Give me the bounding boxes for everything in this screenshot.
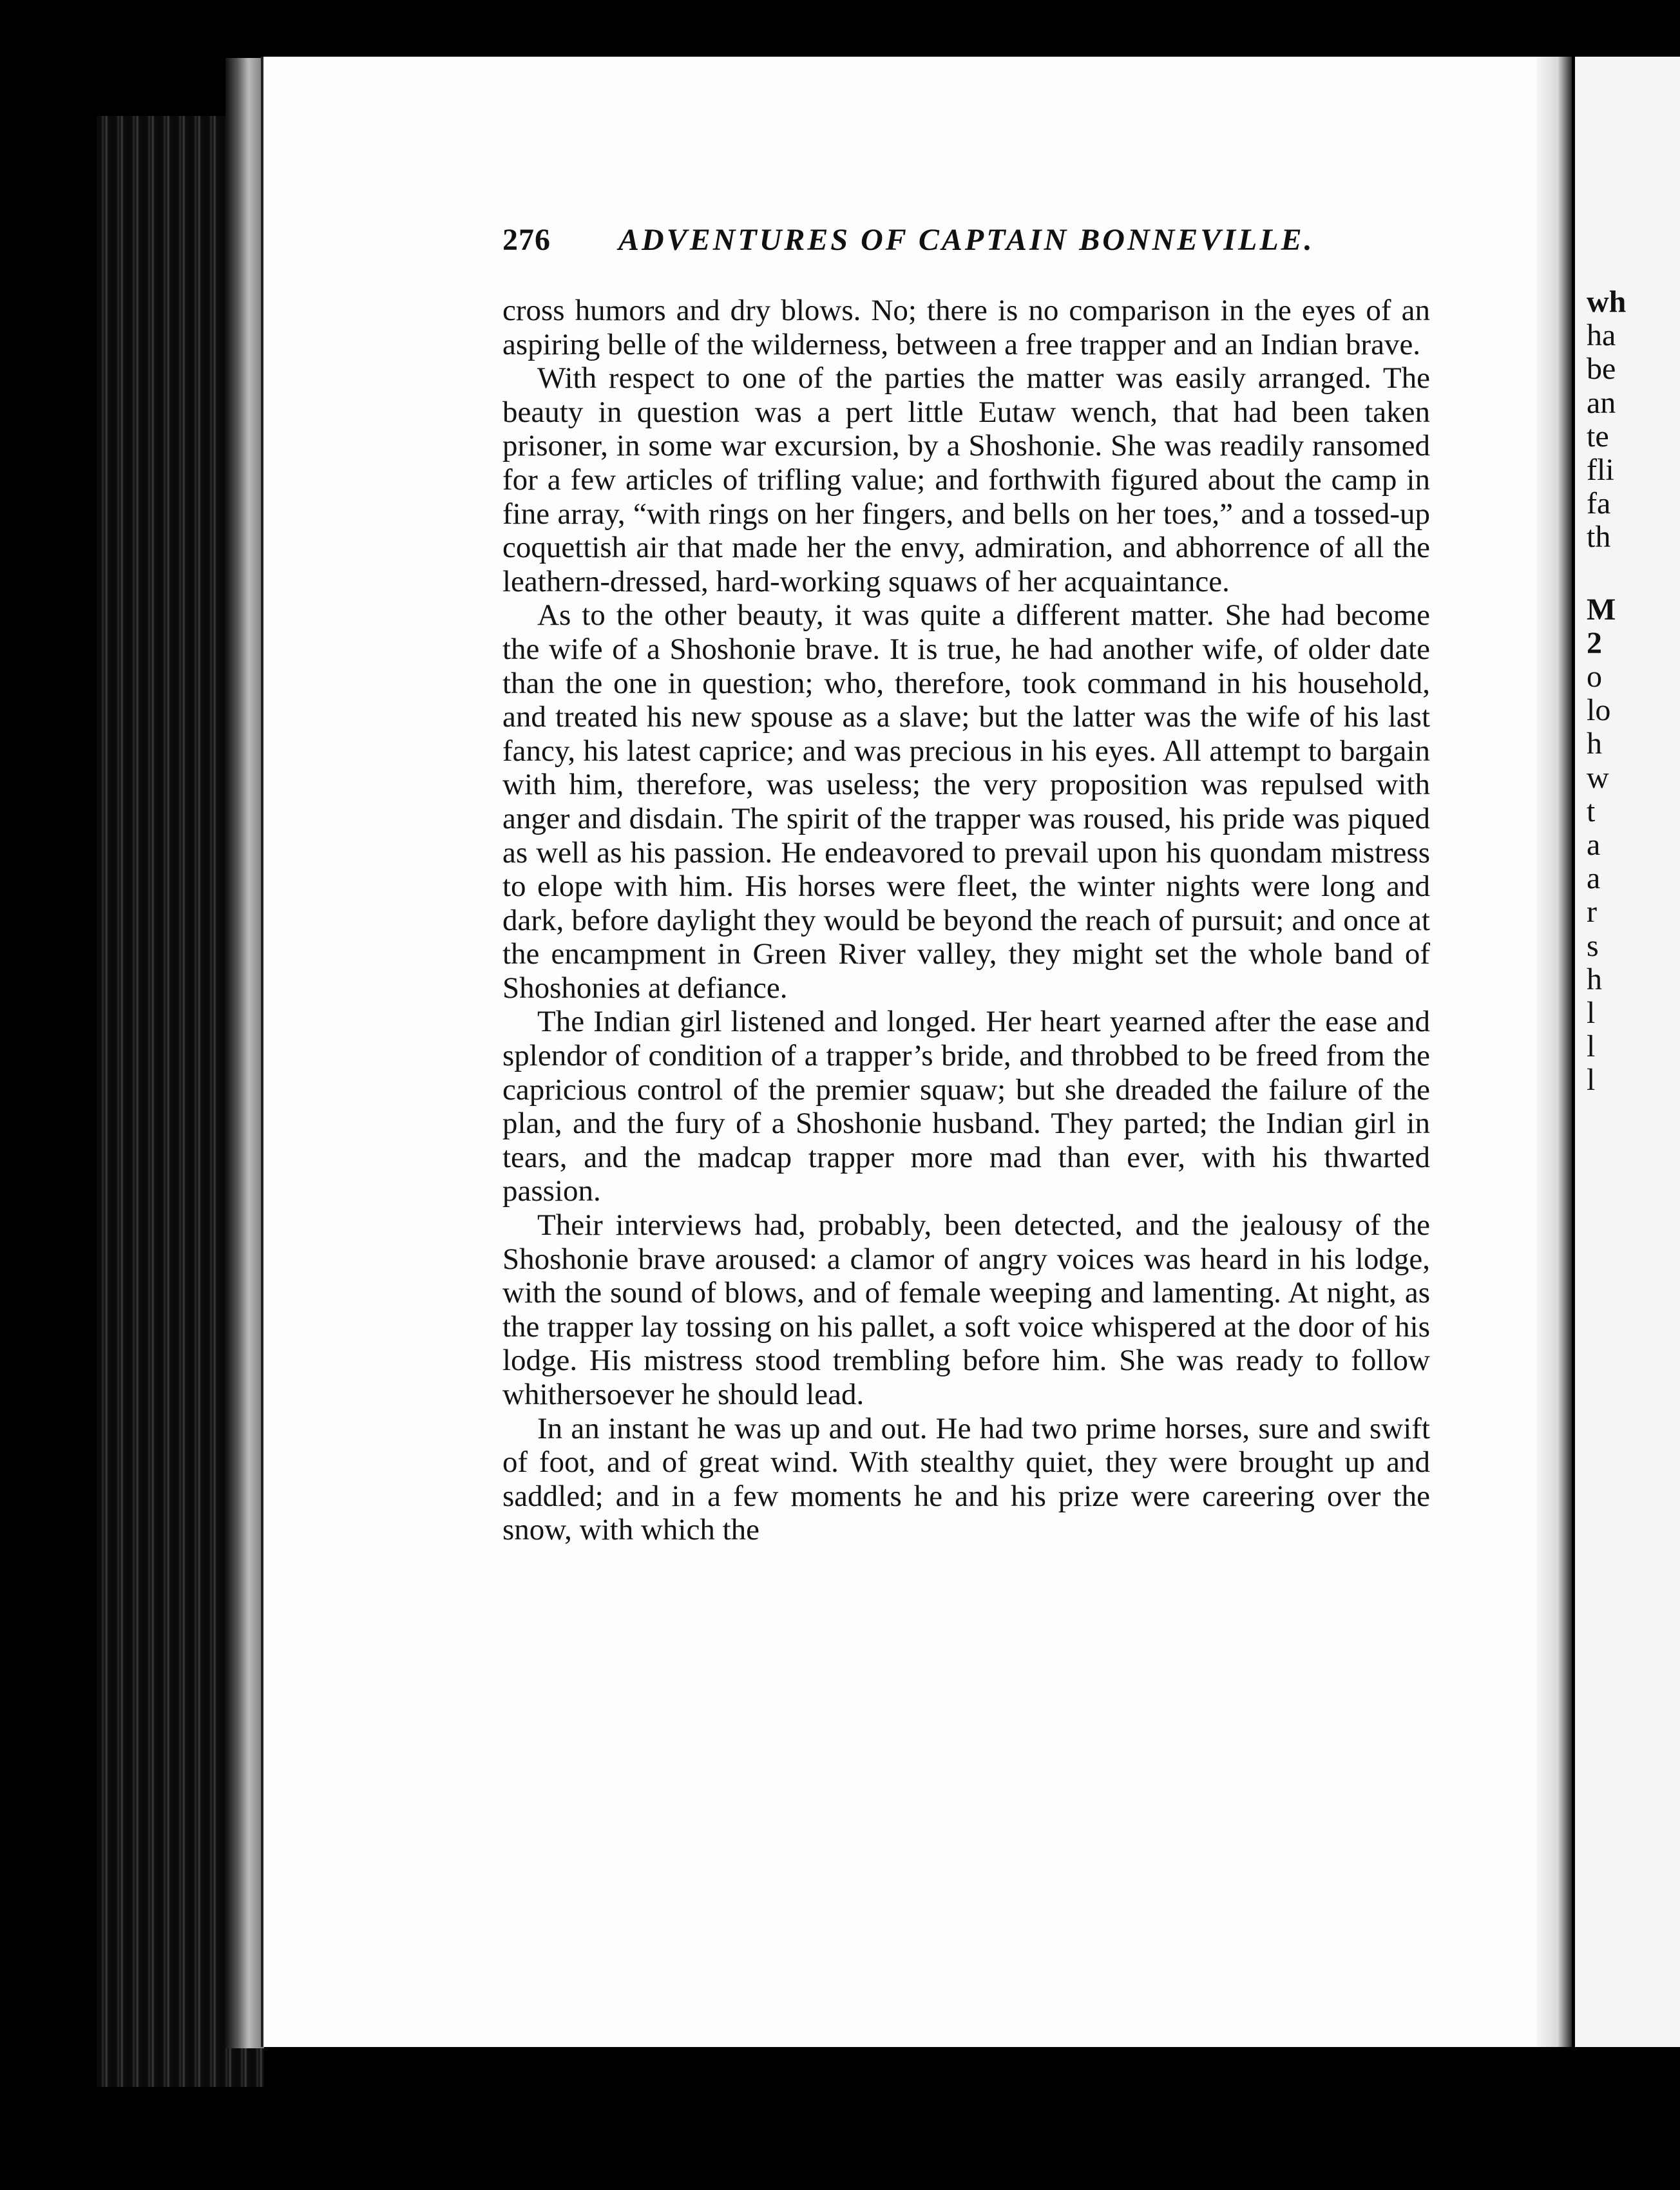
paragraph: Their interviews had, probably, been detected, and the jealousy of the Shoshonie brave aroused: a clamor of angry voices was heard in his lodge, with the sound of blows, and of female weeping and lamenting. At night, as the trapper lay tossing on his pallet, a soft voice whispered at the door of his lodge. His mistress stood trembling before him. She was ready to follow whithersoever he should lead. bbox=[502, 1208, 1430, 1411]
next-page-fragment: h bbox=[1587, 727, 1602, 761]
next-page-fragment: o bbox=[1587, 660, 1602, 694]
paragraph: cross humors and dry blows. No; there is no comparison in the eyes of an aspiring belle of the wilderness, between a free trapper and an Indian brave. bbox=[502, 294, 1430, 361]
page-left-border bbox=[225, 58, 264, 2048]
next-page-strip bbox=[1572, 57, 1680, 2047]
paragraph: The Indian girl listened and longed. Her heart yearned after the ease and splendor of condition of a trapper’s bride, and throbbed to be freed from the capricious control of the premier squaw; but she dreaded the failure of the plan, and the fury of a Shoshonie husband. They parted; the Indian girl in tears, and the madcap trapper more mad than ever, with his thwarted passion. bbox=[502, 1005, 1430, 1208]
next-page-fragment: ha bbox=[1587, 318, 1616, 353]
next-page-fragment: an bbox=[1587, 385, 1616, 420]
next-page-fragment: 2 bbox=[1587, 625, 1602, 660]
running-head: ADVENTURES OF CAPTAIN BONNEVILLE. bbox=[618, 223, 1315, 257]
next-page-fragment: r bbox=[1587, 895, 1597, 929]
next-page-fragment: l bbox=[1587, 1029, 1596, 1064]
page-number: 276 bbox=[502, 223, 551, 257]
body-text bbox=[502, 294, 1430, 1547]
next-page-lower-fragments bbox=[1575, 593, 1680, 1098]
next-page-fragment: be bbox=[1587, 352, 1616, 386]
paragraph: As to the other beauty, it was quite a different matter. She had become the wife of a Shoshonie brave. It is true, he had another wife, of older date than the one in question; who, therefore, took command in his household, and treated his new spouse as a slave; but the latter was the wife of his last fancy, his latest caprice; and was precious in his eyes. All attempt to bargain with him, therefore, was useless; the very proposition was repulsed with anger and disdain. The spirit of the trapper was roused, his pride was piqued as well as his passion. He endeavored to prevail upon his quondam mistress to elope with him. His horses were fleet, the winter nights were long and dark, before daylight they would be beyond the reach of pursuit; and once at the encampment in Green River valley, they might set the whole band of Shoshonies at defiance. bbox=[502, 598, 1430, 1005]
next-page-fragment: h bbox=[1587, 962, 1602, 996]
next-page-fragment: fa bbox=[1587, 486, 1611, 521]
next-page-upper-fragments bbox=[1575, 285, 1680, 555]
next-page-fragment: t bbox=[1587, 794, 1596, 828]
next-page-fragment: M bbox=[1587, 592, 1616, 627]
next-page-fragment: fli bbox=[1587, 453, 1614, 488]
paragraph: With respect to one of the parties the matter was easily arranged. The beauty in question was a pert little Eutaw wench, that had been taken prisoner, in some war excursion, by a Shoshonie. She was readily ransomed for a few articles of trifling value; and forthwith figured about the camp in fine array, “with rings on her fingers, and bells on her toes,” and a tossed-up coquettish air that made her the envy, admiration, and abhorrence of all the leathern-dressed, hard-working squaws of her acquaintance. bbox=[502, 361, 1430, 598]
next-page-fragment: a bbox=[1587, 861, 1601, 896]
next-page-fragment: a bbox=[1587, 828, 1601, 862]
next-page-fragment: te bbox=[1587, 419, 1609, 453]
next-page-fragment: w bbox=[1587, 760, 1609, 795]
next-page-fragment: wh bbox=[1587, 285, 1627, 319]
next-page-fragment: th bbox=[1587, 520, 1611, 555]
next-page-fragment: lo bbox=[1587, 693, 1611, 728]
paragraph: In an instant he was up and out. He had two prime horses, sure and swift of foot, and of great wind. With stealthy quiet, they were brought up and saddled; and in a few moments he and his prize were careering over the snow, with which the bbox=[502, 1411, 1430, 1547]
next-page-fragment: l bbox=[1587, 1063, 1596, 1098]
page-header bbox=[502, 222, 1404, 267]
next-page-fragment: l bbox=[1587, 996, 1596, 1031]
page-gutter bbox=[1536, 57, 1572, 2047]
next-page-fragment: s bbox=[1587, 928, 1599, 963]
